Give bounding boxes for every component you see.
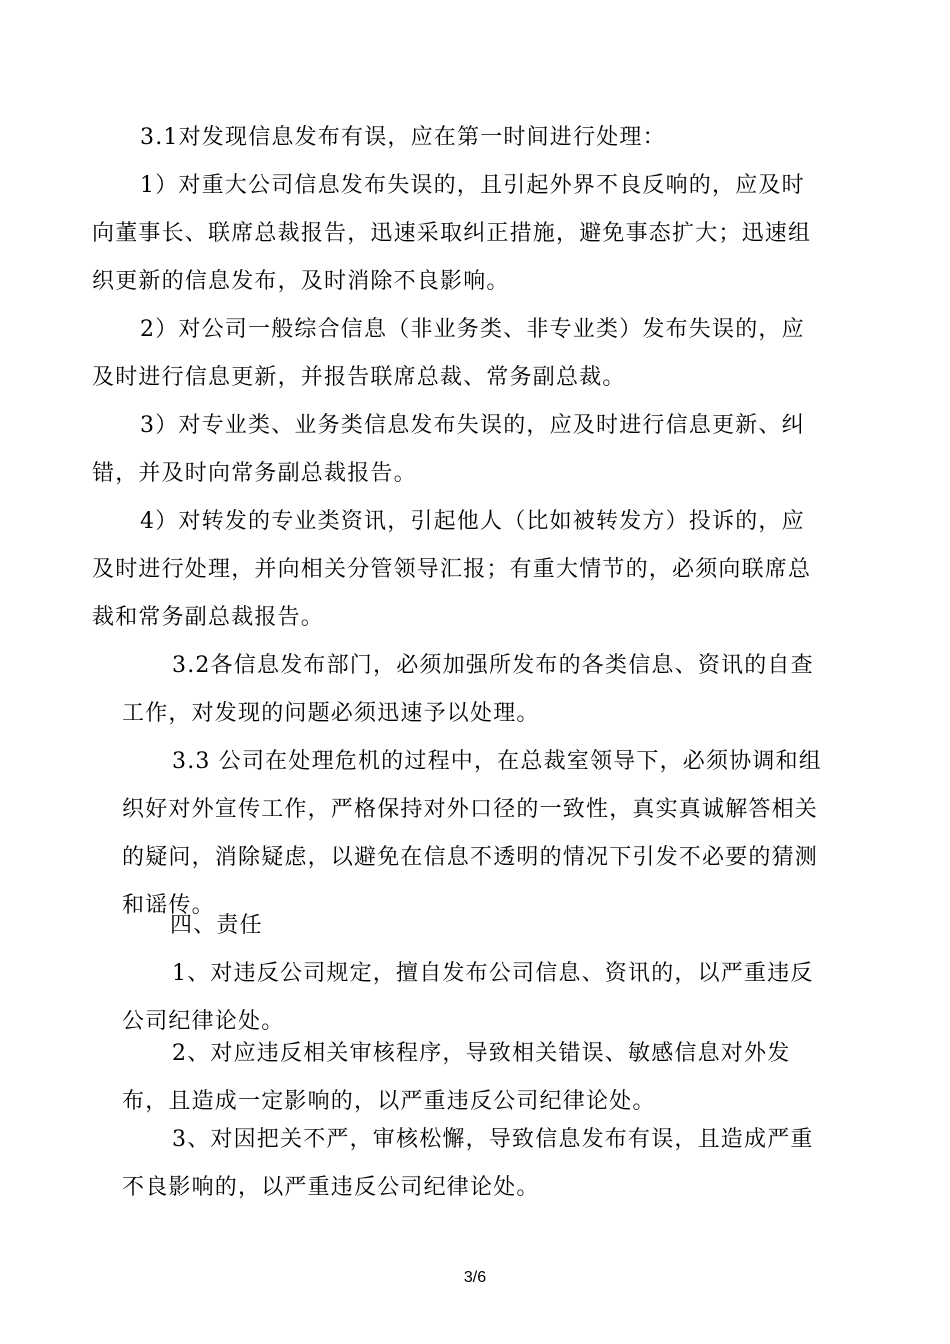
paragraph-responsibility-3 bbox=[122, 1116, 814, 1212]
text-line: 3.2各信息发布部门，必须加强所发布的各类信息、资讯的自查 bbox=[172, 653, 814, 678]
text-line: 裁和常务副总裁报告。 bbox=[92, 605, 325, 630]
paragraph-item-1 bbox=[92, 162, 811, 306]
text-line: 公司纪律论处。 bbox=[122, 1009, 285, 1034]
paragraph-responsibility-2 bbox=[122, 1030, 790, 1126]
text-line: 2、对应违反相关审核程序，导致相关错误、敏感信息对外发 bbox=[172, 1041, 791, 1066]
text-line: 和谣传。 bbox=[122, 893, 215, 918]
page-number: 3/6 bbox=[463, 1269, 487, 1286]
text-line: 1、对违反公司规定，擅自发布公司信息、资讯的，以严重违反 bbox=[172, 961, 814, 986]
text-line: 向董事长、联席总裁报告，迅速采取纠正措施，避免事态扩大；迅速组 bbox=[92, 221, 812, 246]
text-line: 不良影响的，以严重违反公司纪律论处。 bbox=[122, 1175, 540, 1200]
paragraph-3-1 bbox=[140, 114, 666, 162]
paragraph-item-3 bbox=[92, 402, 805, 498]
text-line: 四、责任 bbox=[170, 913, 263, 938]
text-line: 3.3 公司在处理危机的过程中，在总裁室领导下，必须协调和组 bbox=[172, 749, 822, 774]
text-line: 织好对外宣传工作，严格保持对外口径的一致性，真实真诚解答相关 bbox=[122, 797, 819, 822]
text-line: 2）对公司一般综合信息（非业务类、非专业类）发布失误的，应 bbox=[140, 317, 805, 342]
text-line: 3）对专业类、业务类信息发布失误的，应及时进行信息更新、纠 bbox=[140, 413, 805, 438]
text-line: 1）对重大公司信息发布失误的，且引起外界不良反响的，应及时 bbox=[140, 173, 805, 198]
text-line: 布，且造成一定影响的，以严重违反公司纪律论处。 bbox=[122, 1089, 656, 1114]
text-line: 工作，对发现的问题必须迅速予以处理。 bbox=[122, 701, 540, 726]
text-line: 的疑问，消除疑虑，以避免在信息不透明的情况下引发不必要的猜测 bbox=[122, 845, 819, 870]
text-line: 及时进行信息更新，并报告联席总裁、常务副总裁。 bbox=[92, 365, 626, 390]
text-line: 及时进行处理，并向相关分管领导汇报；有重大情节的，必须向联席总 bbox=[92, 557, 812, 582]
text-line: 织更新的信息发布，及时消除不良影响。 bbox=[92, 269, 510, 294]
section-heading-responsibility bbox=[170, 902, 263, 950]
paragraph-3-2 bbox=[122, 642, 814, 738]
paragraph-item-2 bbox=[92, 306, 805, 402]
text-line: 4）对转发的专业类资讯，引起他人（比如被转发方）投诉的，应 bbox=[140, 509, 805, 534]
text-line: 3.1对发现信息发布有误，应在第一时间进行处理： bbox=[140, 125, 666, 150]
text-line: 错，并及时向常务副总裁报告。 bbox=[92, 461, 417, 486]
paragraph-item-4 bbox=[92, 498, 811, 642]
text-line: 3、对因把关不严，审核松懈，导致信息发布有误，且造成严重 bbox=[172, 1127, 814, 1152]
